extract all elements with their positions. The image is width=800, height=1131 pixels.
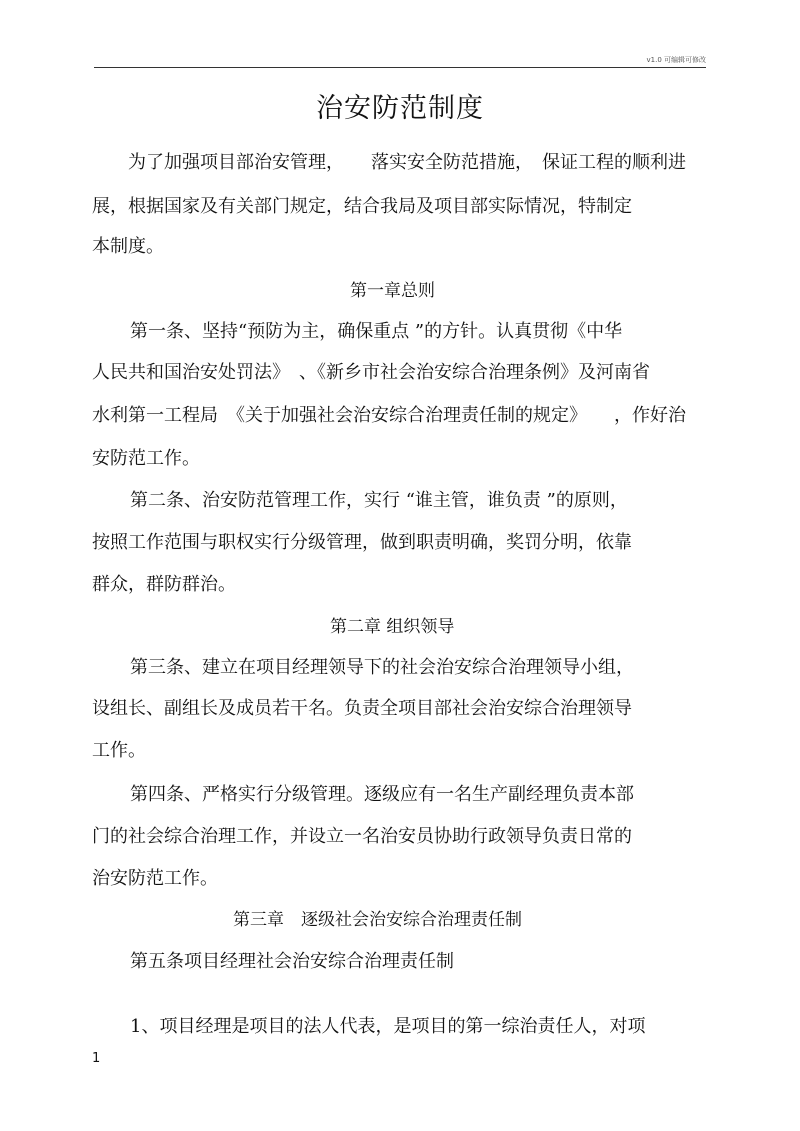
- article-2-line-3: 群众，群防群治。: [92, 574, 236, 595]
- header-version: v1.0 可编辑可修改: [646, 56, 706, 64]
- header-divider: [94, 67, 706, 68]
- article-3-line-1: 第三条、建立在项目经理领导下的社会治安综合治理领导小组，: [130, 657, 634, 678]
- item-1-line: 1、项目经理是项目的法人代表，是项目的第一综治责任人，对项: [130, 1016, 646, 1037]
- article-1-line-1: 第一条、坚持“预防为主，确保重点 ”的方针。认真贯彻《中华: [130, 321, 623, 342]
- article-2-line-2: 按照工作范围与职权实行分级管理，做到职责明确，奖罚分明，依靠: [92, 532, 632, 553]
- article-4-line-1: 第四条、严格实行分级管理。逐级应有一名生产副经理负责本部: [130, 784, 634, 805]
- document-title: 治安防范制度: [316, 93, 484, 124]
- article-1-line-3: 水利第一工程局 《关于加强社会治安综合治理责任制的规定》 ，作好治: [92, 405, 686, 426]
- article-5-heading: 第五条项目经理社会治安综合治理责任制: [130, 951, 454, 972]
- article-1-line-4: 安防范工作。: [92, 448, 200, 469]
- chapter-1-heading: 第一章总则: [350, 281, 435, 301]
- chapter-3-heading: 第三章 逐级社会治安综合治理责任制: [233, 910, 522, 930]
- intro-line-1: 为了加强项目部治安管理， 落实安全防范措施， 保证工程的顺利进: [128, 152, 686, 173]
- article-2-line-1: 第二条、治安防范管理工作，实行 “谁主管，谁负责 ”的原则，: [130, 490, 628, 511]
- article-3-line-2: 设组长、副组长及成员若干名。负责全项目部社会治安综合治理领导: [92, 698, 632, 719]
- article-1-line-2: 人民共和国治安处罚法》 、《新乡市社会治安综合治理条例》及河南省: [92, 362, 650, 383]
- article-3-line-3: 工作。: [92, 740, 146, 761]
- chapter-2-heading: 第二章 组织领导: [330, 617, 455, 637]
- intro-line-3: 本制度。: [92, 236, 164, 257]
- article-4-line-3: 治安防范工作。: [92, 868, 218, 889]
- intro-line-2: 展，根据国家及有关部门规定，结合我局及项目部实际情况，特制定: [92, 196, 632, 217]
- article-4-line-2: 门的社会综合治理工作，并设立一名治安员协助行政领导负责日常的: [92, 826, 632, 847]
- page-number: 1: [92, 1051, 101, 1066]
